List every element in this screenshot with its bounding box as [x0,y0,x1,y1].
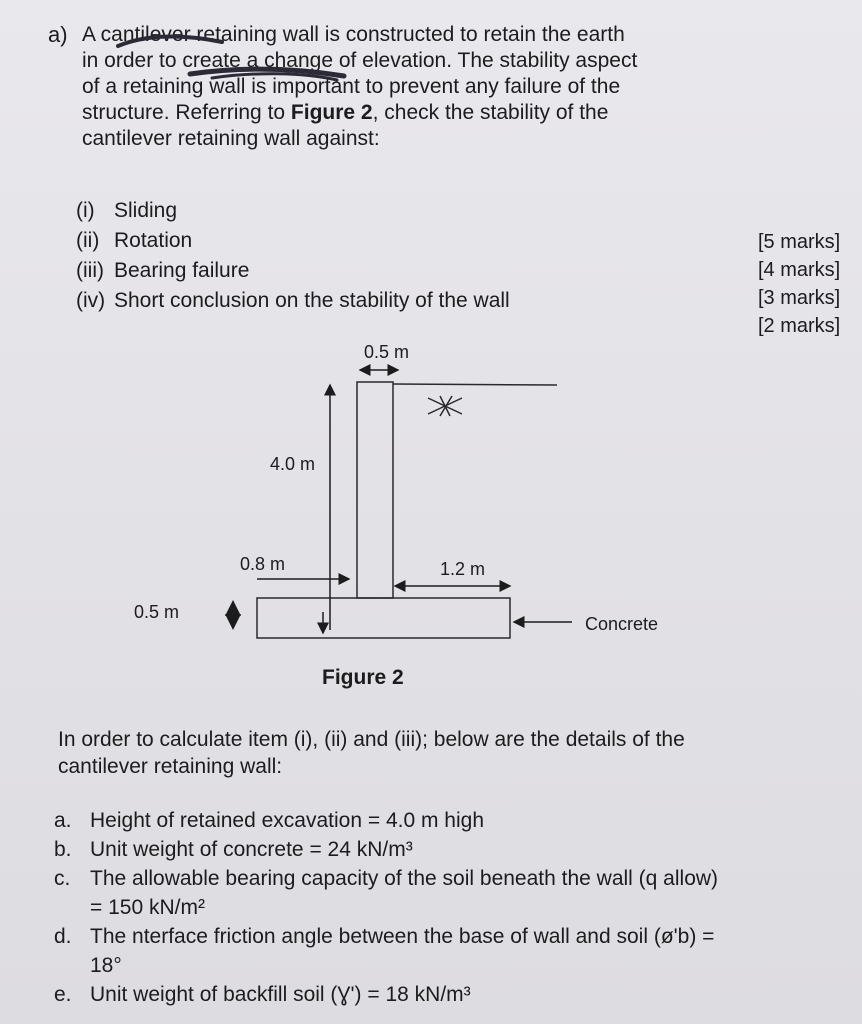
paragraph-line-4-head: structure. Referring to [82,101,291,124]
item-text: Short conclusion on the stability of the wall [114,289,510,312]
list-item [54,922,730,980]
item-number: (iii) [76,259,104,282]
paragraph-line-5: cantilever retaining wall against: [82,127,380,150]
dim-base: 0.5 m [134,602,180,622]
item-text: Rotation [114,229,193,252]
marks-item: [3 marks] [758,287,841,309]
detail-text: Height of retained excavation = 4.0 m high [90,809,484,832]
concrete-label: Concrete [585,614,659,634]
check-items-list [76,196,510,316]
paragraph-line-1: A cantilever retaining wall is constructed to retain the earth [82,23,625,46]
item-text: Sliding [114,199,178,222]
list-item [76,226,510,256]
detail-letter: e. [54,983,72,1006]
item-text: Bearing failure [114,259,250,282]
list-item [76,256,510,286]
list-item [76,196,510,226]
dim-toe: 0.8 m [240,554,286,574]
paragraph-line-4-tail: , check the stability of the [372,101,609,124]
marks-item: [2 marks] [758,315,841,337]
wall-base [257,598,510,638]
list-item [76,286,510,316]
dim-height: 4.0 m [270,454,316,474]
ground-line [393,384,557,385]
detail-letter: b. [54,838,72,861]
detail-text: Unit weight of backfill soil (Ɣ') = 18 kN/m³ [90,983,471,1006]
detail-text: Unit weight of concrete = 24 kN/m³ [90,838,413,861]
detail-letter: a. [54,809,72,832]
details-intro: In order to calculate item (i), (ii) and (iii); below are the details of the cantilever retaining wall: [58,728,685,778]
list-item [54,806,730,835]
list-item [54,980,730,1009]
detail-letter: d. [54,925,72,948]
item-number: (iv) [76,289,106,312]
item-number: (ii) [76,229,100,252]
details-list [54,806,730,1009]
question-label: a) [48,22,68,47]
list-item [54,864,730,922]
dim-top-width: 0.5 m [364,342,410,362]
detail-text: The allowable bearing capacity of the soil beneath the wall (q allow) = 150 kN/m² [90,867,719,919]
detail-text: The nterface friction angle between the base of wall and soil (ø'b) = 18° [90,925,715,977]
retaining-wall-figure [0,330,862,710]
wall-stem [357,382,393,598]
marks-item: [5 marks] [758,231,841,253]
marks-item: [4 marks] [758,259,841,281]
figure-caption: Figure 2 [322,666,404,689]
marks-column [758,228,840,340]
paragraph-line-2: in order to create a change of elevation. The stability aspect [82,49,638,72]
detail-letter: c. [54,867,71,890]
pen-scribble-mark [112,28,352,98]
paragraph-line-3: of a retaining wall is important to prevent any failure of the [82,75,621,98]
paragraph-line-4 [82,100,742,126]
figure-reference: Figure 2 [290,101,373,124]
item-number: (i) [76,199,95,222]
dim-heel: 1.2 m [440,559,486,579]
list-item [54,835,730,864]
soil-hatch-icon [428,396,462,416]
